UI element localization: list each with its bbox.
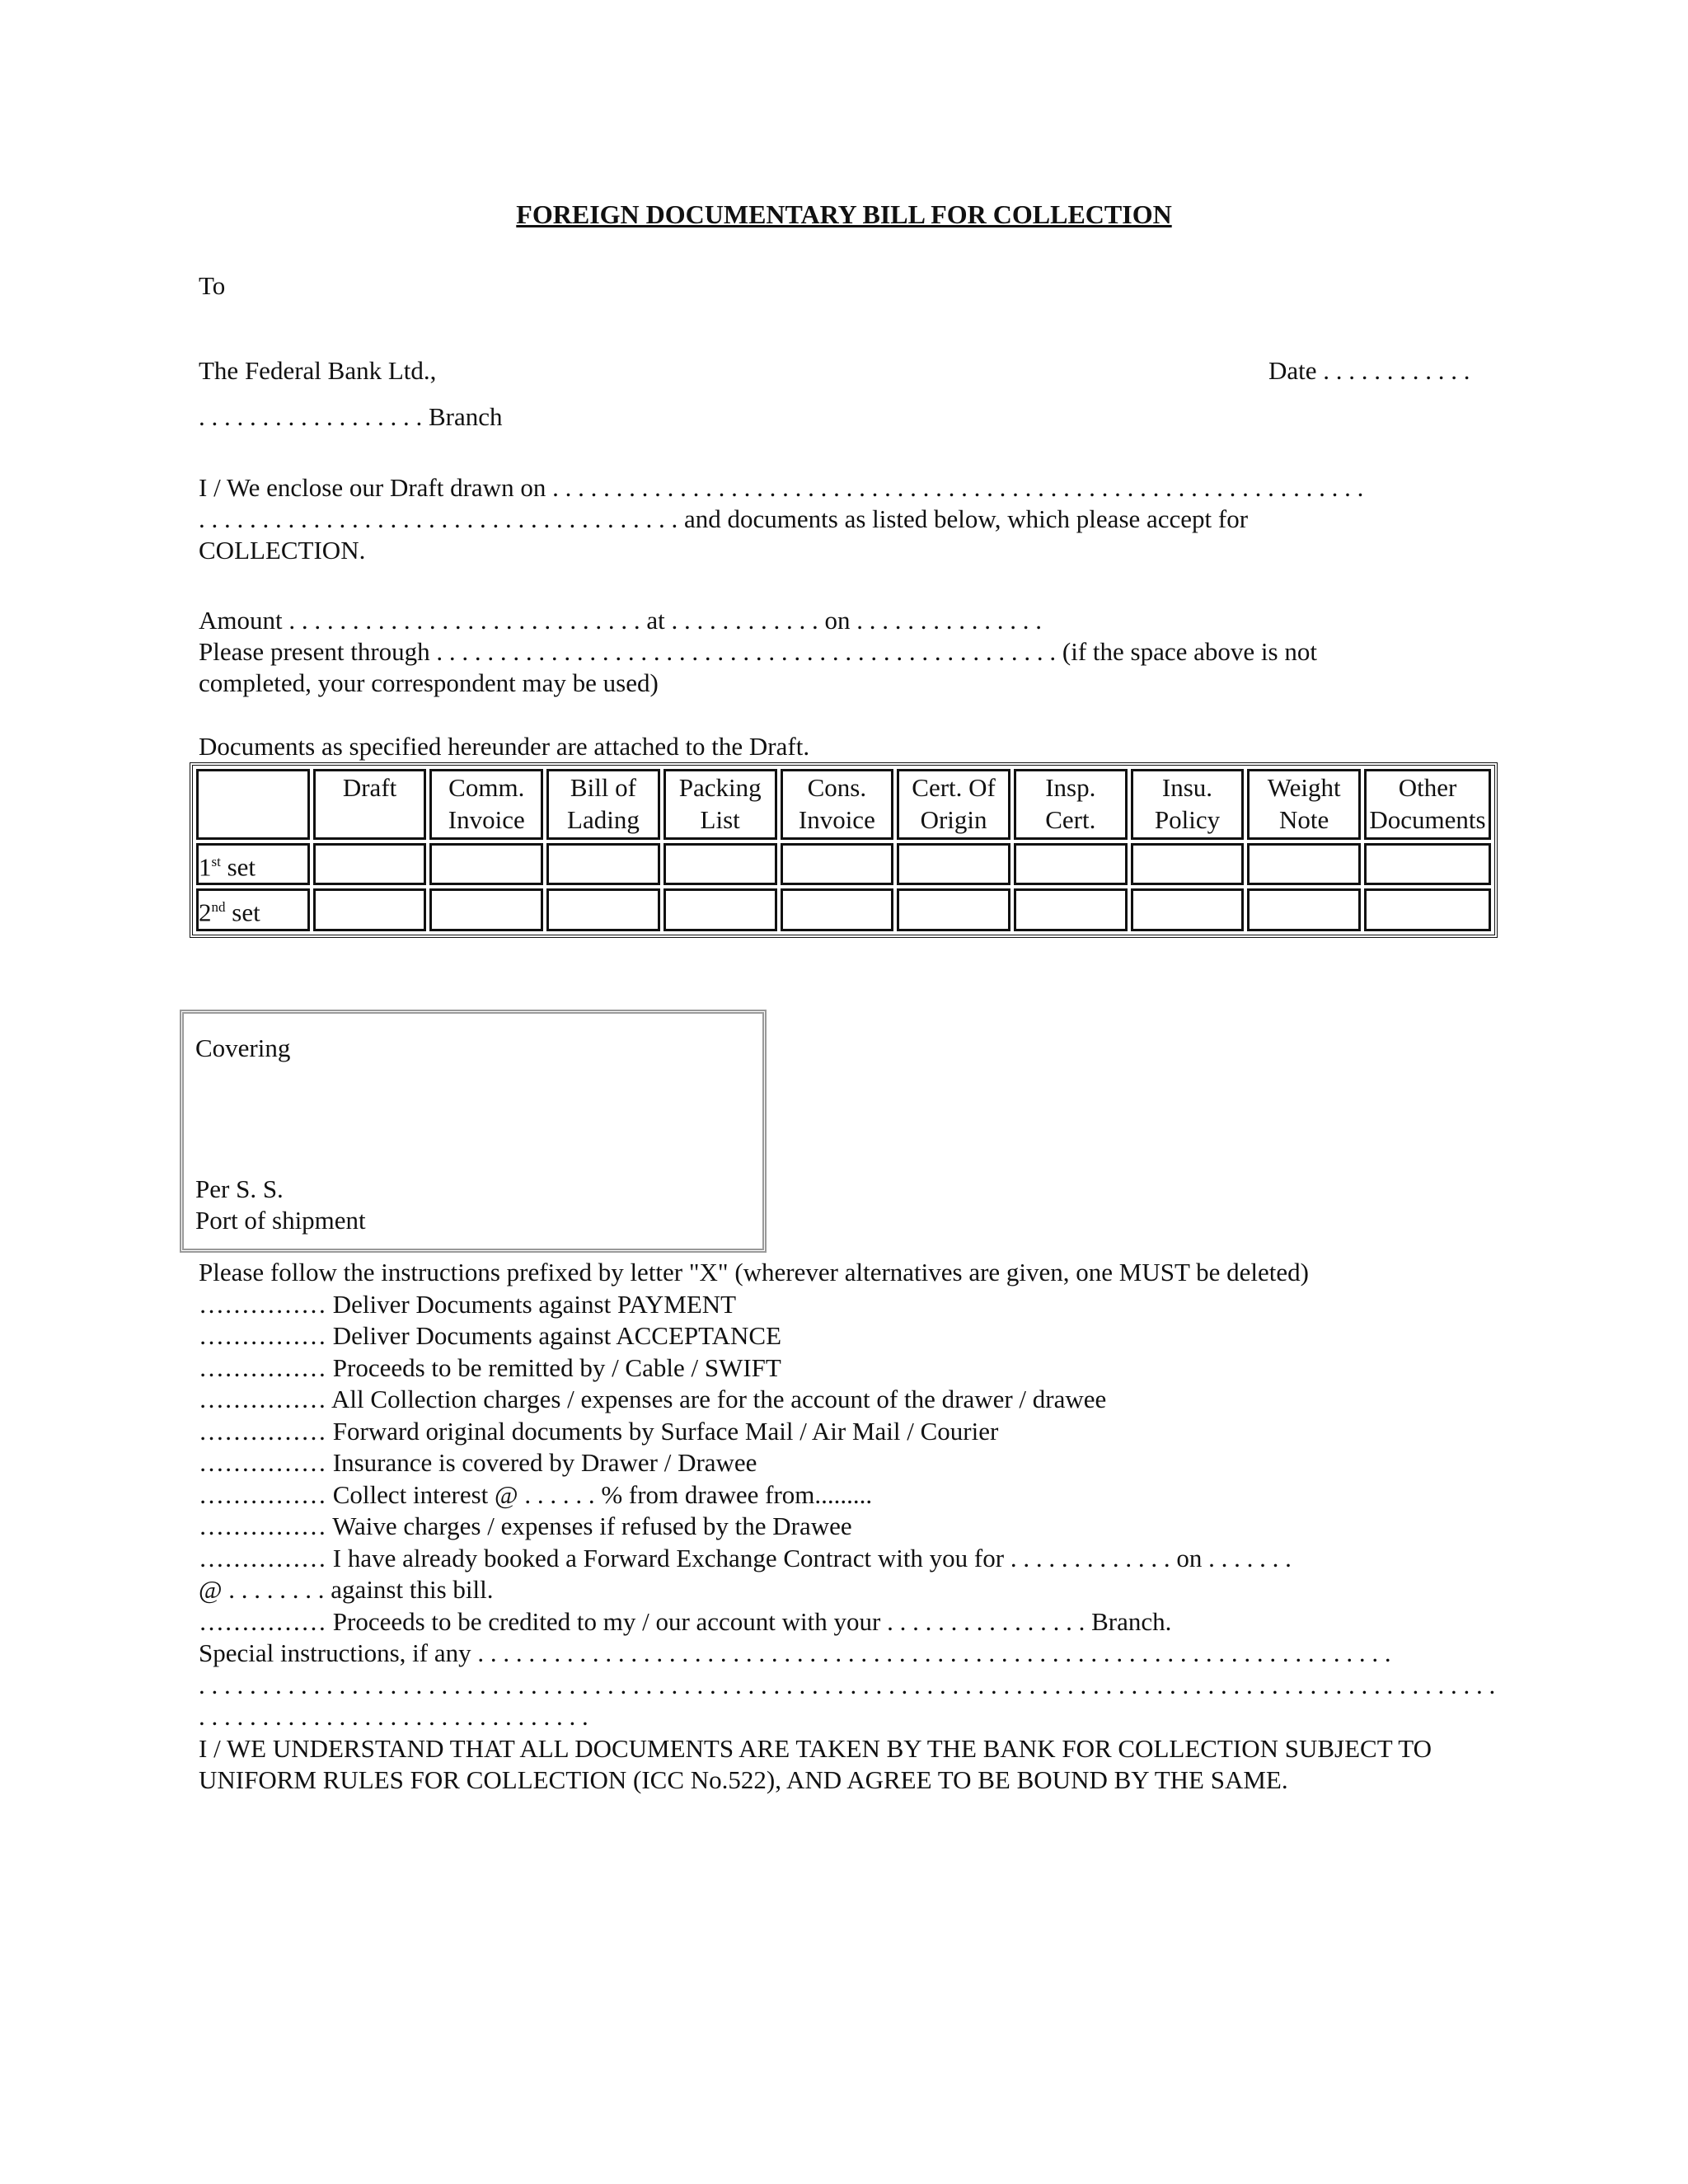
port-of-shipment-label: Port of shipment bbox=[195, 1206, 366, 1235]
instruction-item[interactable]: …………… Deliver Documents against ACCEPTANCE bbox=[199, 1321, 782, 1350]
table-cell[interactable] bbox=[897, 888, 1010, 930]
table-cell[interactable] bbox=[1364, 888, 1491, 930]
table-cell[interactable] bbox=[1247, 888, 1361, 930]
instruction-item-continued[interactable]: @ . . . . . . . . against this bill. bbox=[199, 1575, 494, 1604]
table-cell[interactable] bbox=[781, 888, 894, 930]
bank-name: The Federal Bank Ltd., bbox=[199, 356, 437, 385]
table-cell[interactable] bbox=[1014, 843, 1128, 885]
instruction-item[interactable]: …………… Proceeds to be credited to my / our account with your . . . . . . . . . . . . . . . . Branch. bbox=[199, 1606, 1172, 1636]
header-cell-insp-cert: Insp. Cert. bbox=[1014, 769, 1128, 840]
header-cell-comm-invoice: Comm. Invoice bbox=[429, 769, 543, 840]
header-cell-blank bbox=[196, 769, 310, 840]
header-cell-cons-invoice: Cons. Invoice bbox=[781, 769, 894, 840]
per-ss-label: Per S. S. bbox=[195, 1174, 284, 1203]
table-cell[interactable] bbox=[313, 888, 427, 930]
header-cell-weight-note: Weight Note bbox=[1247, 769, 1361, 840]
table-cell[interactable] bbox=[1014, 888, 1128, 930]
table-header-row bbox=[196, 769, 1491, 840]
instruction-item[interactable]: …………… All Collection charges / expenses are for the account of the drawer / drawee bbox=[199, 1385, 1107, 1413]
instruction-item[interactable]: …………… Insurance is covered by Drawer / Drawee bbox=[199, 1448, 757, 1477]
enclose-line-2[interactable]: . . . . . . . . . . . . . . . . . . . . . . . . . . . . . . . . . . . . . . and documents as listed below, which please accept for bbox=[199, 504, 1249, 533]
header-cell-other-documents: Other Documents bbox=[1364, 769, 1491, 840]
instructions-section bbox=[199, 1257, 1501, 1797]
instruction-item[interactable]: …………… I have already booked a Forward Exchange Contract with you for . . . . . . . . . . . . . on . . . . . . . bbox=[199, 1543, 1292, 1572]
covering-box[interactable] bbox=[180, 1010, 767, 1253]
covering-label: Covering bbox=[195, 1033, 291, 1062]
instruction-item[interactable]: …………… Deliver Documents against PAYMENT bbox=[199, 1289, 737, 1319]
header-cell-packing-list: Packing List bbox=[663, 769, 777, 840]
present-through-line[interactable]: Please present through . . . . . . . . . . . . . . . . . . . . . . . . . . . . . . . . . . . . . . . . . . . . . . . . . (if the space above is not bbox=[199, 637, 1317, 666]
documents-table bbox=[190, 762, 1498, 938]
header-cell-draft: Draft bbox=[313, 769, 427, 840]
date-field[interactable]: Date . . . . . . . . . . . . bbox=[1268, 356, 1470, 385]
table-cell[interactable] bbox=[429, 888, 543, 930]
instruction-item[interactable]: …………… Waive charges / expenses if refused by the Drawee bbox=[199, 1511, 852, 1540]
table-cell[interactable] bbox=[897, 843, 1010, 885]
row-label-first-set: 1st set bbox=[196, 843, 310, 885]
table-cell[interactable] bbox=[663, 843, 777, 885]
form-title: FOREIGN DOCUMENTARY BILL FOR COLLECTION bbox=[516, 199, 1172, 229]
amount-line[interactable]: Amount . . . . . . . . . . . . . . . . . . . . . . . . . . . . at . . . . . . . . . . . . on . . . . . . . . . . . . . . . bbox=[199, 606, 1042, 635]
table-cell[interactable] bbox=[429, 843, 543, 885]
enclose-line-3: COLLECTION. bbox=[199, 536, 366, 565]
instruction-item[interactable]: …………… Proceeds to be remitted by / Cable / SWIFT bbox=[199, 1352, 781, 1382]
header-cell-bill-of-lading: Bill of Lading bbox=[546, 769, 660, 840]
table-cell[interactable] bbox=[313, 843, 427, 885]
enclose-line-1[interactable]: I / We enclose our Draft drawn on . . . . . . . . . . . . . . . . . . . . . . . . . . . . . . . . . . . . . . . . . . . . . . . . . . . . . . . . . . . . . . . . bbox=[199, 473, 1364, 502]
branch-field[interactable]: . . . . . . . . . . . . . . . . . . Branch bbox=[199, 402, 503, 431]
table-cell[interactable] bbox=[1131, 843, 1245, 885]
table-cell[interactable] bbox=[1247, 843, 1361, 885]
row-label-second-set: 2nd set bbox=[196, 888, 310, 930]
declaration-text: I / WE UNDERSTAND THAT ALL DOCUMENTS ARE TAKEN BY THE BANK FOR COLLECTION SUBJECT TO UNIFORM RULES FOR COLLECTION (ICC No.522), AND AGREE TO BE BOUND BY THE SAME. bbox=[199, 1733, 1432, 1794]
special-instructions-line-2[interactable]: . . . . . . . . . . . . . . . . . . . . . . . . . . . . . . . . . . . . . . . . . . . . . . . . . . . . . . . . . . . . . . . . . . . . . . . . . . . . . . . . . . . . . . . . . . . . . . . . . . . . . . bbox=[199, 1670, 1496, 1699]
to-label: To bbox=[199, 271, 226, 300]
table-cell[interactable] bbox=[1364, 843, 1491, 885]
instruction-item[interactable]: …………… Forward original documents by Surface Mail / Air Mail / Courier bbox=[199, 1416, 999, 1446]
documents-intro: Documents as specified hereunder are attached to the Draft. bbox=[199, 732, 810, 761]
table-cell[interactable] bbox=[663, 888, 777, 930]
table-cell[interactable] bbox=[546, 843, 660, 885]
present-through-note: completed, your correspondent may be used) bbox=[199, 668, 659, 697]
table-cell[interactable] bbox=[546, 888, 660, 930]
table-cell[interactable] bbox=[1131, 888, 1245, 930]
instructions-intro: Please follow the instructions prefixed by letter "X" (wherever alternatives are given, one MUST be deleted) bbox=[199, 1258, 1309, 1286]
table-row-second-set bbox=[196, 888, 1491, 930]
header-cell-insu-policy: Insu. Policy bbox=[1131, 769, 1245, 840]
special-instructions-line-1[interactable]: Special instructions, if any . . . . . . . . . . . . . . . . . . . . . . . . . . . . . . . . . . . . . . . . . . . . . . . . . . . . . . . . . . . . . . . . . . . . . . . . bbox=[199, 1638, 1391, 1667]
header-cell-cert-of-origin: Cert. Of Origin bbox=[897, 769, 1010, 840]
table-row-first-set bbox=[196, 843, 1491, 885]
special-instructions-line-3[interactable]: . . . . . . . . . . . . . . . . . . . . . . . . . . . . . . . bbox=[199, 1702, 588, 1731]
table-cell[interactable] bbox=[781, 843, 894, 885]
instruction-item[interactable]: …………… Collect interest @ . . . . . . % from drawee from......... bbox=[199, 1479, 873, 1509]
